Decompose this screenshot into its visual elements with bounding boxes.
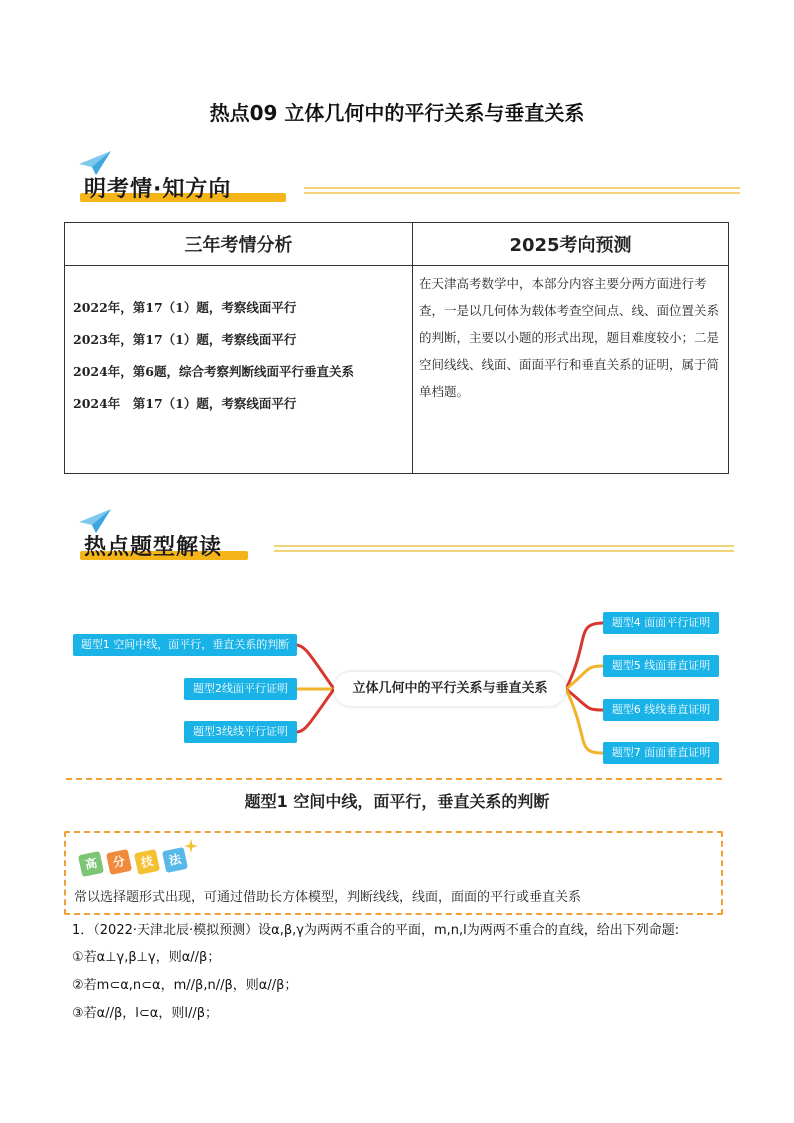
connector-right-7: [566, 689, 603, 753]
section-heading-hot-types: [70, 508, 270, 568]
sparkle-icon: [184, 839, 198, 853]
badge-gao: 高: [78, 851, 104, 877]
decorative-lines: [274, 545, 734, 553]
badge-fen: 分: [106, 849, 132, 875]
mindmap-node-type3[interactable]: 题型3线线平行证明: [184, 721, 297, 743]
question-item-3: ③若α//β，l⊂α，则l//β；: [72, 1006, 219, 1021]
mindmap-node-type2[interactable]: 题型2线面平行证明: [184, 678, 297, 700]
mindmap-node-type7[interactable]: 题型7 面面垂直证明: [603, 742, 719, 764]
type1-title: 题型1 空间中线，面平行，垂直关系的判断: [244, 792, 550, 811]
tip-box: [64, 831, 723, 915]
badge-fa: 法: [162, 847, 188, 873]
table-header-right: 2025考向预测: [413, 223, 729, 266]
mindmap-node-type6[interactable]: 题型6 线线垂直证明: [603, 699, 719, 721]
question-item-2: ②若m⊂α,n⊂α，m//β,n//β，则α//β；: [72, 978, 298, 993]
question-item-1: ①若α⊥γ,β⊥γ，则α//β；: [72, 950, 221, 965]
page-title: 热点09 立体几何中的平行关系与垂直关系: [209, 101, 585, 125]
decorative-lines: [304, 187, 740, 195]
mindmap-node-type4[interactable]: 题型4 面面平行证明: [603, 612, 719, 634]
connector-left-3: [297, 689, 334, 732]
exam-analysis-table: [64, 222, 729, 474]
section-heading-label: 明考情·知方向: [84, 177, 232, 202]
history-line: 2024年 第17（1）题，考察线面平行: [73, 396, 297, 411]
connector-right-4: [566, 623, 603, 689]
mindmap-center-node: 立体几何中的平行关系与垂直关系: [334, 672, 566, 706]
badge-ji: 技: [134, 849, 160, 875]
mindmap-node-type1[interactable]: 题型1 空间中线，面平行，垂直关系的判断: [73, 634, 297, 656]
table-cell-forecast: 在天津高考数学中，本部分内容主要分两方面进行考查，一是以几何体为载体考查空间点、线、面位置关系的判断，主要以小题的形式出现，题目难度较小；二是空间线线、线面、面面平行和垂直关系的证明，属于简单档题。: [413, 266, 729, 474]
question-stem: 1．（2022·天津北辰·模拟预测）设α,β,γ为两两不重合的平面，m,n,l为两两不重合的直线，给出下列命题:: [72, 923, 680, 938]
connector-left-1: [296, 645, 334, 689]
table-cell-history: [65, 266, 413, 474]
history-line: 2023年，第17（1）题，考察线面平行: [73, 332, 297, 347]
dashed-divider: [66, 778, 722, 780]
history-line: 2022年，第17（1）题，考察线面平行: [73, 300, 297, 315]
tip-text: 常以选择题形式出现，可通过借助长方体模型，判断线线，线面，面面的平行或垂直关系: [74, 890, 582, 905]
table-header-left: 三年考情分析: [65, 223, 413, 266]
mindmap-node-type5[interactable]: 题型5 线面垂直证明: [603, 655, 719, 677]
section-heading-exam-analysis: [70, 150, 310, 210]
section-heading-label: 热点题型解读: [84, 535, 223, 560]
history-line: 2024年，第6题，综合考察判断线面平行垂直关系: [73, 364, 354, 379]
